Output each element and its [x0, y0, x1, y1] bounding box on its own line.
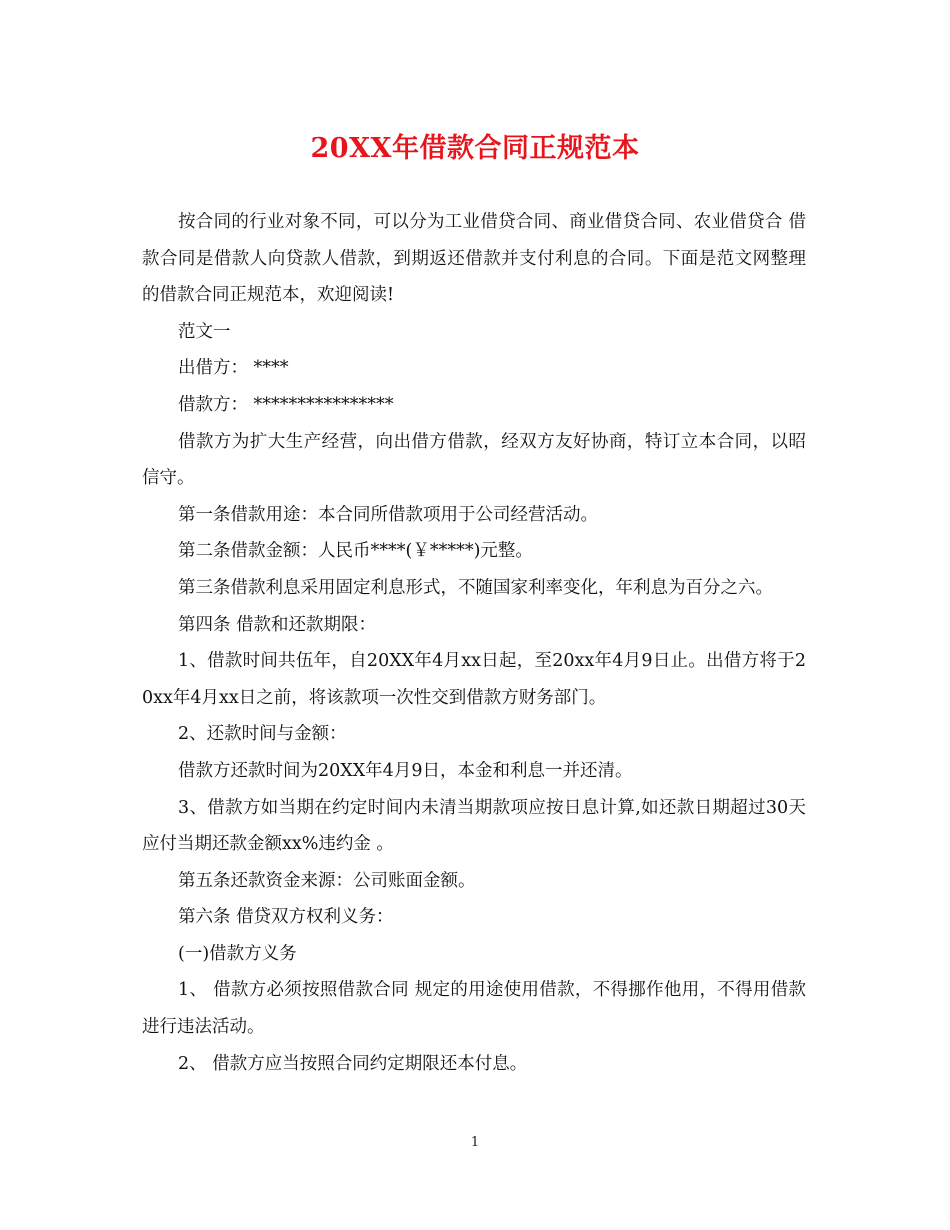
paragraph-borrower: 借款方： **************** — [178, 394, 394, 415]
page-number: 1 — [470, 1135, 480, 1150]
paragraph-article-5: 第五条还款资金来源：公司账面金额。 — [178, 870, 476, 891]
paragraph-lender: 出借方： **** — [178, 358, 289, 379]
paragraph-sample-heading: 范文一 — [178, 321, 231, 342]
paragraph-article-3: 第三条借款利息采用固定利息形式，不随国家利率变化，年利息为百分之六。 — [178, 577, 773, 598]
paragraph-obligation-2: 2、 借款方应当按照合同约定期限还本付息。 — [178, 1053, 528, 1074]
paragraph-article-4-item-1: 1、借款时间共伍年，自20XX年4月xx日起，至20xx年4月9日止。出借方将于20xx年4月xx日之前，将该款项一次性交到借款方财务部门。 — [142, 651, 806, 708]
paragraph-repayment-time: 借款方还款时间为20XX年4月9日，本金和利息一并还清。 — [178, 760, 633, 781]
document-title: 20XX年借款合同正规范本 — [310, 133, 640, 164]
document-body — [142, 204, 806, 1082]
paragraph-purpose-statement: 借款方为扩大生产经营，向出借方借款，经双方友好协商，特订立本合同，以昭信守。 — [142, 431, 806, 489]
paragraph-article-4: 第四条 借款和还款期限： — [178, 614, 377, 635]
paragraph-article-4-item-3: 3、借款方如当期在约定时间内未清当期款项应按日息计算,如还款日期超过30天应付当期还款金额xx%违约金 。 — [142, 797, 806, 855]
paragraph-article-6: 第六条 借贷双方权利义务： — [178, 907, 394, 928]
paragraph-article-1: 第一条借款用途：本合同所借款项用于公司经营活动。 — [178, 504, 598, 525]
paragraph-obligation-1: 1、 借款方必须按照借款合同 规定的用途使用借款，不得挪作他用，不得用借款进行违法活动。 — [142, 980, 806, 1038]
paragraph-borrower-obligations: (一)借款方义务 — [178, 943, 297, 964]
paragraph-intro: 按合同的行业对象不同，可以分为工业借贷合同、商业借贷合同、农业借贷合 借款合同是借款人向贷款人借款，到期返还借款并支付利息的合同。下面是范文网整理的借款合同正规范本，欢迎阅读! — [142, 212, 806, 306]
paragraph-article-4-item-2: 2、还款时间与金额： — [178, 724, 347, 745]
paragraph-article-2: 第二条借款金额：人民币****(￥*****)元整。 — [178, 541, 533, 562]
